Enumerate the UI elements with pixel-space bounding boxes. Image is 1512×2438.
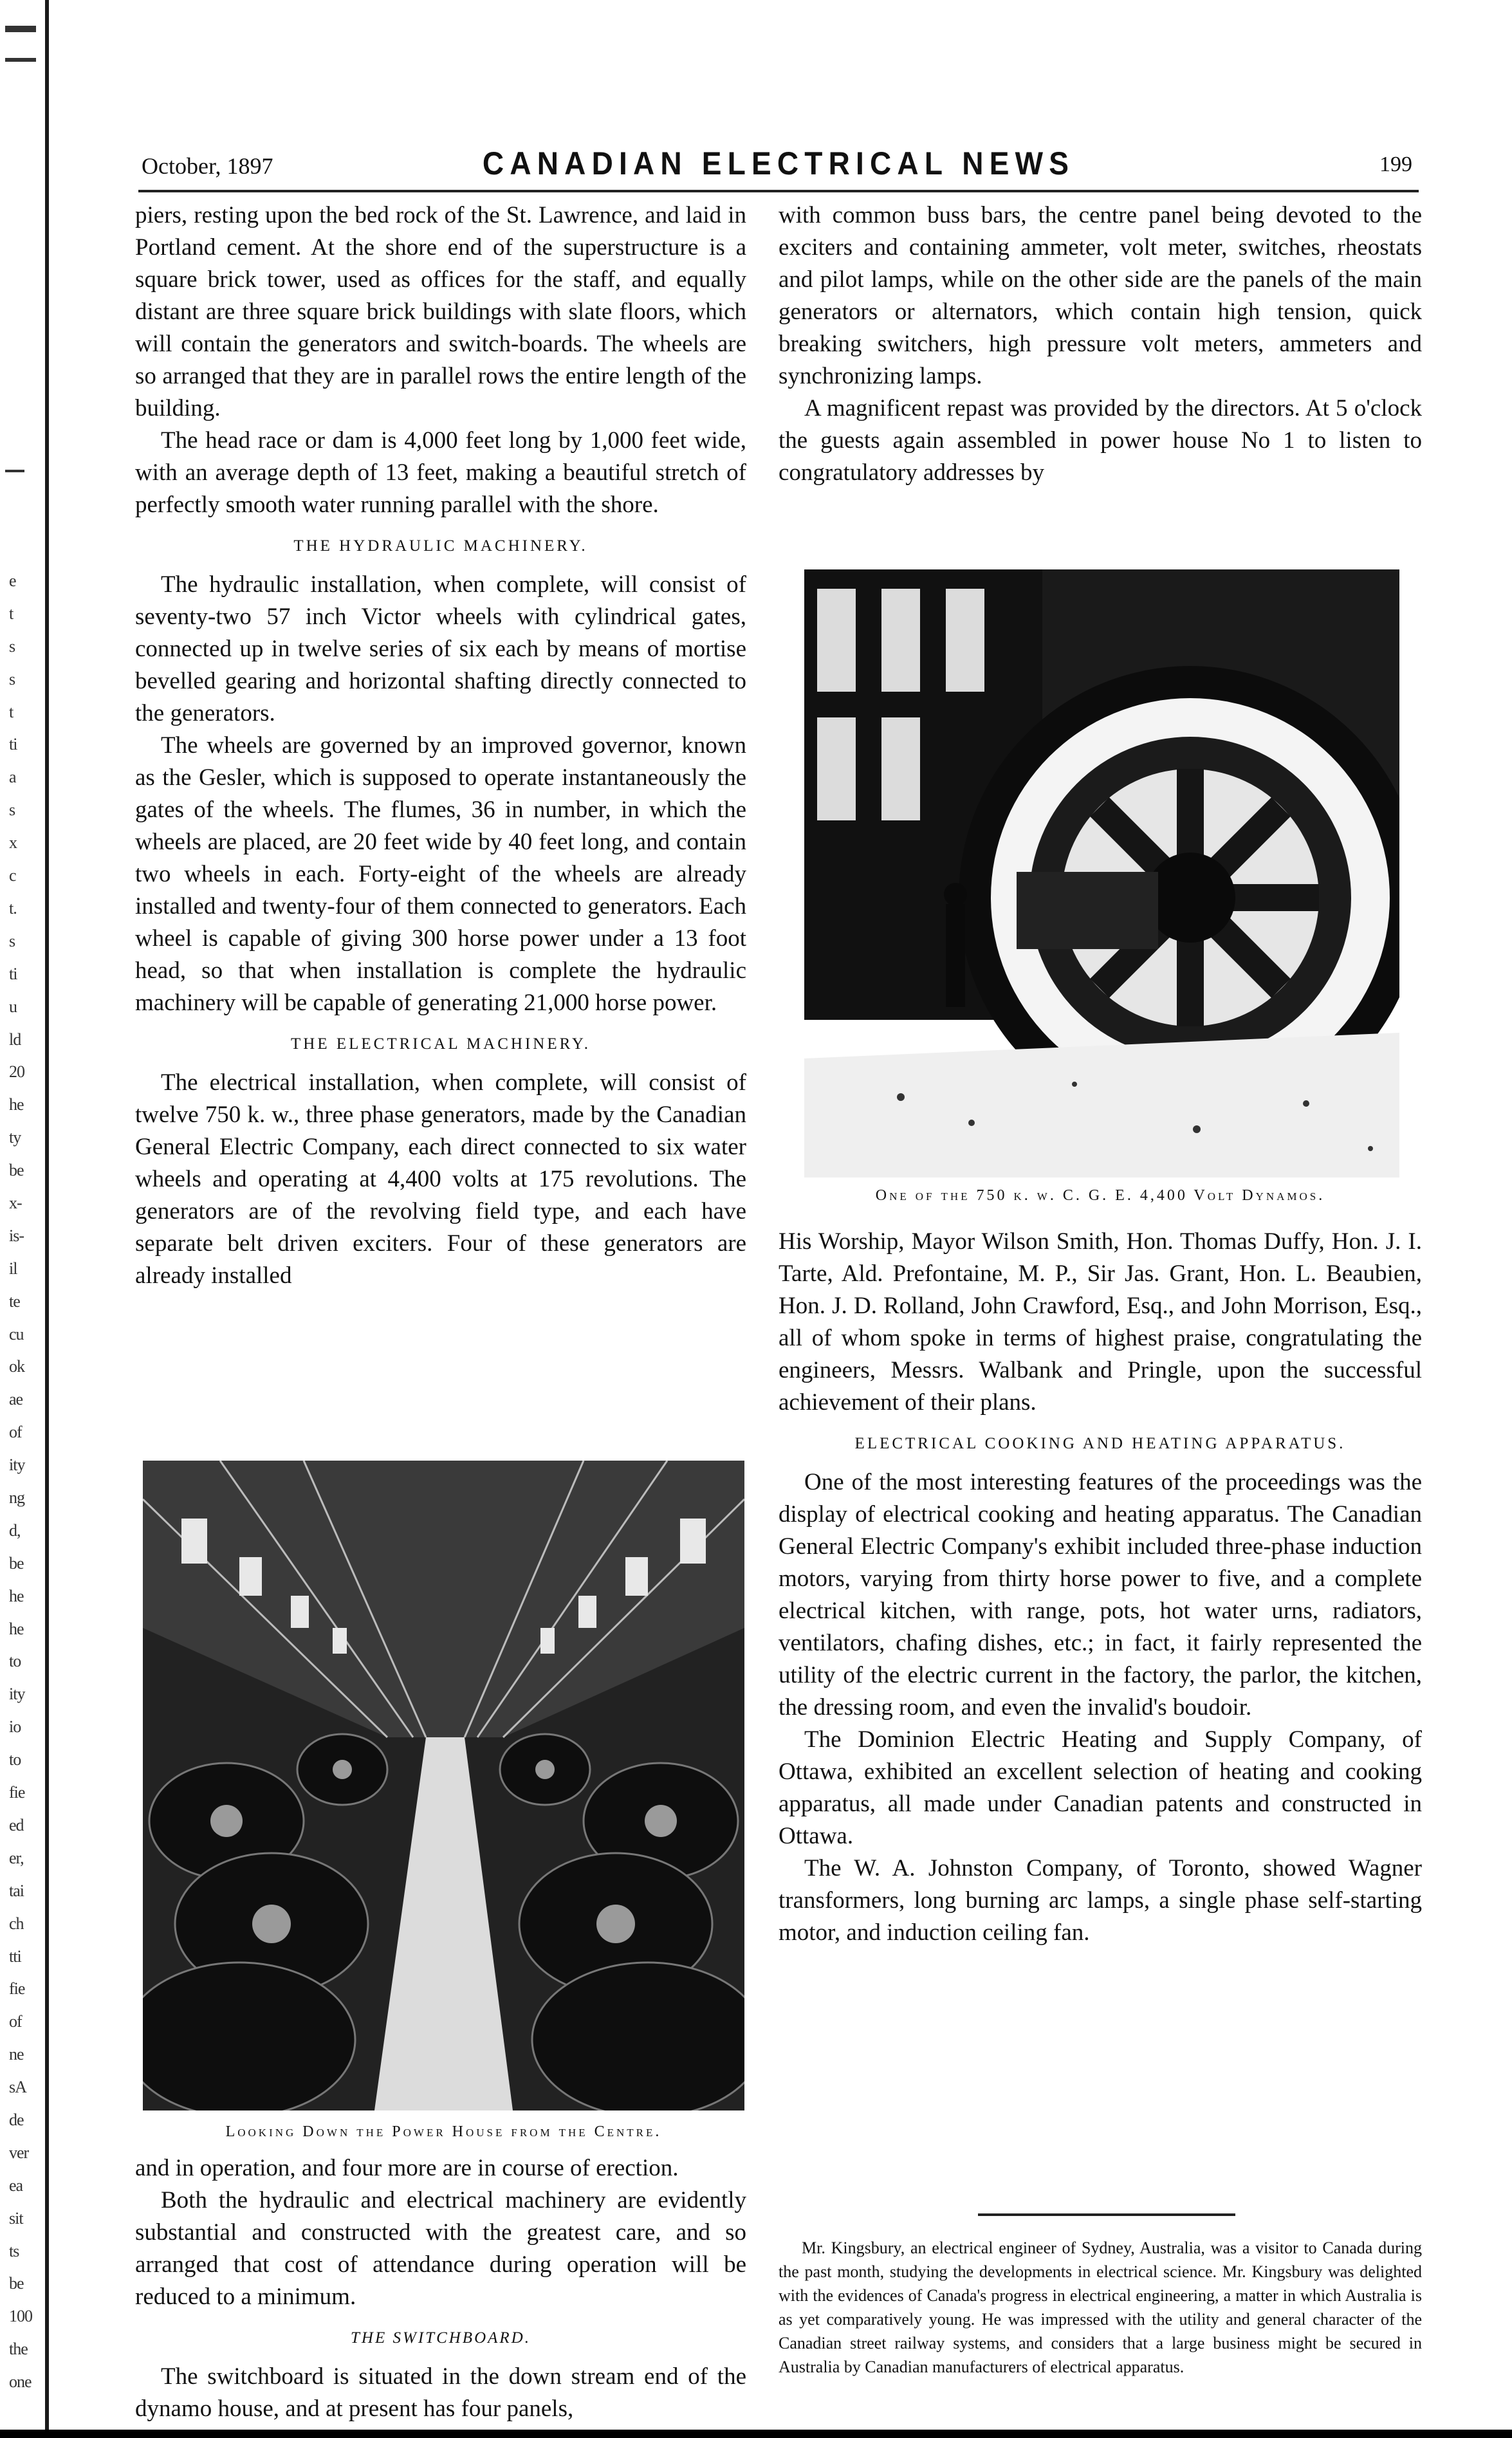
margin-fragment: ts	[9, 2241, 19, 2260]
margin-fragment: ae	[9, 1390, 23, 1409]
margin-fragment: x	[9, 833, 17, 853]
margin-fragment: ea	[9, 2175, 23, 2195]
margin-fragment: to	[9, 1750, 21, 1769]
margin-fragment: fie	[9, 1979, 25, 1999]
right-photo-caption: One of the 750 k. w. C. G. E. 4,400 Volt Dynamos.	[875, 1187, 1325, 1204]
article-paragraph: The wheels are governed by an improved governor, known as the Gesler, which is supposed to operate instantaneously the gates of the wheels. The flumes, 36 in number, in which the wheels are placed, are 20 feet wide by 40 feet long, and contain two wheels in each. Forty-eight of the wheels are already installed and twenty-four of them connected to generators. Each wheel is capable of giving 300 horse power under a 13 foot head, so that when installation is complete the hydraulic machinery will be capable of generating 21,000 horse power.	[135, 732, 746, 1016]
dynamo-illustration	[804, 569, 1399, 1177]
margin-fragment: a	[9, 768, 16, 787]
margin-fragment: t.	[9, 898, 17, 918]
margin-fragment: sA	[9, 2078, 26, 2097]
footnote	[779, 2236, 1422, 2379]
margin-fragment: ver	[9, 2143, 29, 2162]
binding-mark	[5, 58, 36, 62]
left-photo-caption: Looking Down the Power House from the Centre.	[225, 2123, 662, 2140]
margin-fragment: er,	[9, 1848, 24, 1867]
article-paragraph: The electrical installation, when complete, will consist of twelve 750 k. w., three phase generators, made by the Canadian General Electric Company, each direct connected to six water wheels and operating at 4,400 volts at 175 revolutions. The generators are of the revolving field type, and each have separate belt driven exciters. Four of these generators are already installed	[135, 1069, 746, 1289]
section-heading-electrical: THE ELECTRICAL MACHINERY.	[291, 1035, 591, 1053]
margin-fragment: ok	[9, 1357, 24, 1376]
newspaper-title: CANADIAN ELECTRICAL NEWS	[482, 145, 1075, 181]
footnote-text: Mr. Kingsbury, an electrical engineer of Sydney, Australia, was a visitor to Canada during the past month, studying the developments in electrical science. Mr. Kingsbury was delighted with the evidences of Canada's progress in electrical engineering, a matter in which Australia is as yet comparatively young. He was impressed with the utility and general character of the Canadian street railway systems, and considers that a large business might be secured in Australia by Canadian manufacturers of electrical apparatus.	[779, 2239, 1422, 2376]
margin-fragment: of	[9, 1423, 22, 1442]
margin-fragment: tai	[9, 1881, 24, 1900]
right-column-top	[779, 199, 1422, 489]
article-paragraph: with common buss bars, the centre panel being devoted to the exciters and containing ammeter, volt meter, switches, rheostats and pilot lamps, while on the other side are the panels of the main generators or alternators, which contain high tension, quick breaking switchers, high pressure volt meters, ammeters and synchronizing lamps.	[779, 202, 1422, 389]
margin-fragment: e	[9, 571, 16, 590]
margin-fragment: he	[9, 1619, 24, 1638]
issue-date: October, 1897	[142, 153, 273, 179]
margin-fragment: s	[9, 800, 15, 820]
margin-fragment: be	[9, 2274, 24, 2293]
margin-fragment: ne	[9, 2045, 24, 2064]
article-paragraph: One of the most interesting features of the proceedings was the display of electrical cooking and heating apparatus. The Canadian General Electric Company's exhibit included three-phase induction motors, varying from thirty horse power to five, and a complete electrical kitchen, with range, pots, hot water urns, radiators, ventilators, chafing dishes, etc.; in fact, it fairly represented the utility of the electric current in the factory, the parlor, the kitchen, the dressing room, and even the invalid's boudoir.	[779, 1469, 1422, 1721]
margin-fragment: of	[9, 2012, 22, 2031]
margin-fragment: ity	[9, 1455, 25, 1475]
article-paragraph: Both the hydraulic and electrical machinery are evidently substantial and constructed with the greatest care, and so arranged that cost of attendance during operation will be reduced to a minimum.	[135, 2187, 746, 2310]
margin-fragment: il	[9, 1259, 17, 1278]
margin-fragment: tti	[9, 1946, 21, 1966]
left-column-top	[135, 199, 746, 1292]
section-heading-switchboard: THE SWITCHBOARD.	[351, 2329, 531, 2347]
margin-fragment: t	[9, 702, 14, 721]
page-number: 199	[1379, 152, 1412, 176]
margin-fragment: sit	[9, 2208, 23, 2228]
binding-mark	[5, 470, 24, 472]
footnote-rule	[978, 2213, 1235, 2216]
margin-fragment: be	[9, 1161, 24, 1180]
margin-fragment: x-	[9, 1193, 22, 1212]
margin-fragment: s	[9, 669, 15, 688]
margin-fragment: t	[9, 604, 14, 623]
margin-fragment: ed	[9, 1815, 24, 1834]
dynamo-photo	[804, 569, 1399, 1177]
margin-fragment: ty	[9, 1128, 21, 1147]
margin-fragment: 100	[9, 2307, 32, 2326]
margin-fragment: s	[9, 636, 15, 656]
margin-fragment: 20	[9, 1062, 24, 1082]
margin-fragment: is-	[9, 1226, 24, 1245]
margin-fragment: ch	[9, 1914, 24, 1933]
right-column-bottom	[779, 1226, 1422, 1949]
article-paragraph: The switchboard is situated in the down stream end of the dynamo house, and at present has four panels,	[135, 2363, 746, 2422]
margin-fragment: te	[9, 1291, 20, 1311]
margin-fragment: ity	[9, 1685, 25, 1704]
article-paragraph: A magnificent repast was provided by the directors. At 5 o'clock the guests again assembled in power house No 1 to listen to congratulatory addresses by	[779, 395, 1422, 486]
margin-fragment: ng	[9, 1488, 24, 1507]
section-heading-cooking: ELECTRICAL COOKING AND HEATING APPARATUS.	[854, 1435, 1346, 1452]
masthead-rule	[138, 190, 1419, 192]
left-column-bottom	[135, 2152, 746, 2425]
margin-fragment: ti	[9, 735, 17, 754]
margin-fragment: io	[9, 1717, 21, 1737]
article-paragraph: The head race or dam is 4,000 feet long by 1,000 feet wide, with an average depth of 13 feet, making a beautiful stretch of perfectly smooth water running parallel with the shore.	[135, 427, 746, 518]
power-house-photo	[143, 1461, 744, 2110]
margin-fragment: to	[9, 1652, 21, 1671]
power-house-interior-illustration	[143, 1461, 744, 2110]
article-paragraph: The W. A. Johnston Company, of Toronto, showed Wagner transformers, long burning arc lamps, a single phase self-starting motor, and induction ceiling fan.	[779, 1855, 1422, 1946]
margin-fragment: fie	[9, 1783, 25, 1802]
section-heading-hydraulic: THE HYDRAULIC MACHINERY.	[293, 537, 588, 555]
margin-fragment: de	[9, 2110, 24, 2129]
margin-fragment: cu	[9, 1324, 24, 1344]
margin-fragment: u	[9, 997, 17, 1016]
article-paragraph: His Worship, Mayor Wilson Smith, Hon. Thomas Duffy, Hon. J. I. Tarte, Ald. Prefontaine, M. P., Sir Jas. Grant, Hon. L. Beaubien, Hon. J. D. Rolland, John Crawford, Esq., and John Morrison, Esq., all of whom spoke in terms of highest praise, congratulating the engineers, Messrs. Walbank and Pringle, upon the successful achievement of their plans.	[779, 1228, 1422, 1416]
article-paragraph: The Dominion Electric Heating and Supply Company, of Ottawa, exhibited an excellent selection of heating and cooking apparatus, all made under Canadian patents and constructed in Ottawa.	[779, 1726, 1422, 1849]
margin-fragment: d,	[9, 1520, 21, 1540]
margin-fragment: he	[9, 1095, 24, 1114]
margin-fragment: he	[9, 1586, 24, 1605]
margin-fragment: be	[9, 1553, 24, 1573]
margin-fragment: ti	[9, 964, 17, 983]
article-paragraph: piers, resting upon the bed rock of the St. Lawrence, and laid in Portland cement. At the shore end of the superstructure is a square brick tower, used as offices for the staff, and equally distant are three square brick buildings with slate floors, which will contain the generators and switch-boards. The wheels are so arranged that they are in parallel rows the entire length of the building.	[135, 202, 746, 421]
margin-fragment: one	[9, 2372, 32, 2392]
margin-fragment: s	[9, 931, 15, 950]
page-binding-edge	[0, 0, 49, 2438]
margin-fragment: c	[9, 866, 16, 885]
margin-fragment: the	[9, 2340, 28, 2359]
article-paragraph: The hydraulic installation, when complete, will consist of seventy-two 57 inch Victor wheels with cylindrical gates, connected up in twelve series of six each by means of mortise bevelled gearing and horizontal shafting directly connected to the generators.	[135, 571, 746, 726]
binding-mark	[5, 26, 36, 32]
article-paragraph: and in operation, and four more are in course of erection.	[135, 2155, 679, 2181]
margin-fragment: ld	[9, 1030, 21, 1049]
page-bottom-edge	[0, 2430, 1512, 2438]
